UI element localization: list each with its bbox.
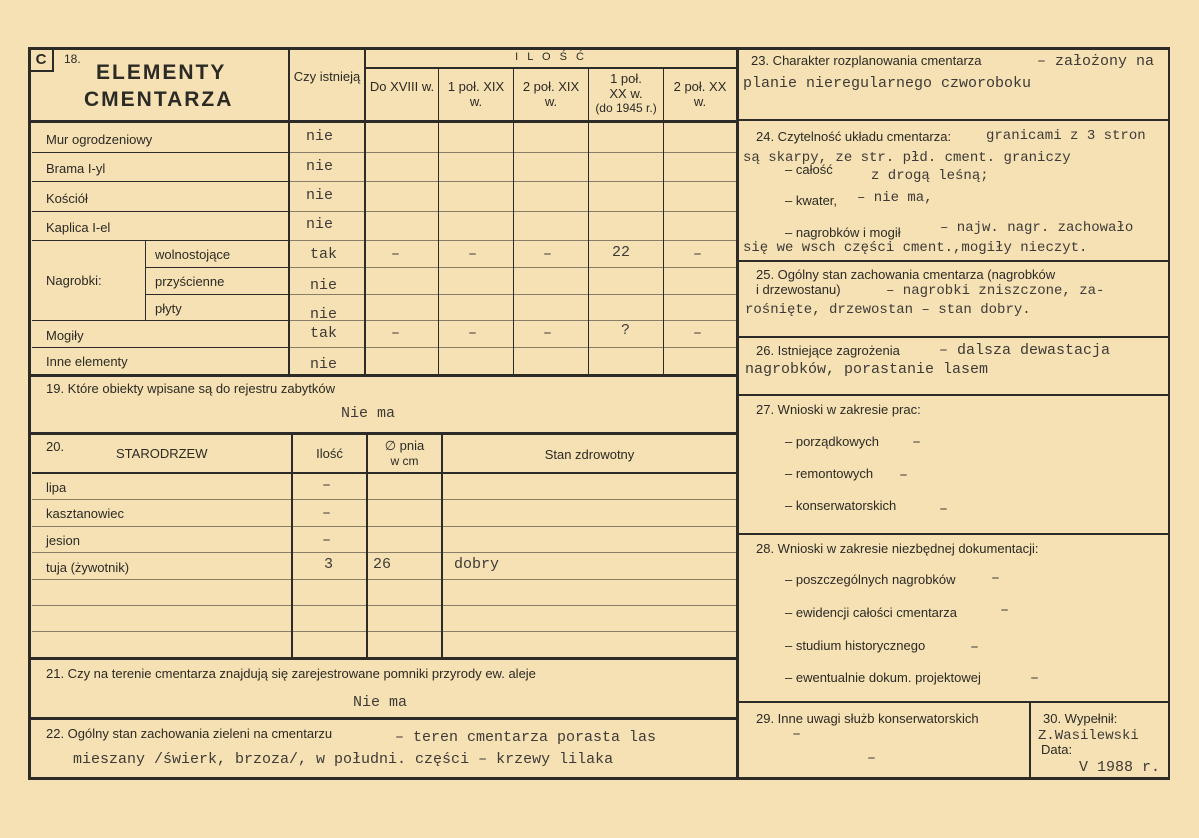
border-top	[28, 47, 1170, 50]
s30-data-label: Data:	[1041, 742, 1073, 757]
col-2-xx: 2 poł. XX w.	[673, 79, 727, 109]
s21-value: Nie ma	[353, 694, 408, 711]
s29-label: 29. Inne uwagi służb konserwatorskich	[756, 711, 979, 726]
line-v	[441, 432, 443, 658]
s27-dash-3: –	[939, 501, 949, 518]
wolno-col2: –	[468, 246, 478, 263]
mogily-col1: –	[391, 325, 401, 342]
row-value-kaplica: nie	[306, 216, 334, 233]
line-v	[291, 432, 293, 658]
s28-dash-2: –	[1000, 602, 1010, 619]
s28-dash-1: –	[991, 570, 1001, 587]
line-h	[28, 717, 736, 720]
line-h	[32, 152, 288, 153]
row-label-inne: Inne elementy	[46, 354, 128, 369]
row-label-plyty: płyty	[155, 301, 182, 316]
wolno-col4: 22	[612, 244, 631, 261]
line-h	[32, 605, 736, 606]
s24-typed-4: – nie ma,	[857, 190, 933, 206]
row-label-brama: Brama I-yl	[46, 161, 106, 176]
s25-label-1: 25. Ogólny stan zachowania cmentarza (nagrobków	[756, 267, 1056, 282]
s24-nagrobkow: – nagrobków i mogił	[785, 225, 901, 240]
s19-value: Nie ma	[341, 405, 396, 422]
s24-typed-1: granicami z 3 stron	[986, 128, 1146, 144]
s20-pnia-b: w cm	[390, 454, 419, 468]
row-value-inne: nie	[310, 356, 338, 373]
mogily-col3: –	[543, 325, 553, 342]
s24-typed-5: – najw. nagr. zachowało	[940, 220, 1134, 236]
s25-label-2: i drzewostanu)	[756, 282, 841, 297]
wolno-col5: –	[693, 246, 703, 263]
line-h	[288, 294, 736, 295]
line-h	[288, 211, 736, 212]
line-h	[736, 533, 1170, 535]
s27-item-porzadkowych: – porządkowych	[785, 434, 879, 449]
line-h	[288, 181, 736, 182]
s20-number: 20.	[46, 439, 65, 454]
title-elementy: ELEMENTY	[96, 61, 227, 84]
col-do-xviii: Do XVIII w.	[369, 79, 435, 94]
tree-name: tuja (żywotnik)	[46, 560, 130, 575]
s28-item-1: – poszczególnych nagrobków	[785, 572, 956, 587]
row-label-wolnostojace: wolnostojące	[155, 247, 231, 262]
s20-starodrzew: STARODRZEW	[116, 446, 208, 461]
line-h	[28, 374, 736, 377]
s26-typed-2: nagrobków, porastanie lasem	[745, 361, 989, 378]
line-h	[32, 211, 288, 212]
row-label-nagrobki: Nagrobki:	[46, 273, 102, 288]
s24-typed-6: się we wsch części cment.,mogiły nieczyt.	[743, 240, 1088, 256]
title-cmentarza: CMENTARZA	[84, 88, 234, 111]
s28-item-3: – studium historycznego	[785, 638, 926, 653]
line-h	[28, 432, 736, 435]
wolno-col1: –	[391, 246, 401, 263]
line-h	[28, 657, 736, 660]
s20-pnia-a: ∅ pnia	[384, 438, 425, 453]
border-right	[1168, 47, 1170, 780]
tree-ilosc: –	[322, 532, 332, 549]
s28-dash-3: –	[970, 639, 980, 656]
s27-dash-1: –	[912, 434, 922, 451]
row-value-mogily: tak	[310, 325, 338, 342]
line-h	[32, 181, 288, 182]
line-h	[32, 347, 288, 348]
s27-item-remontowych: – remontowych	[785, 466, 874, 481]
tree-name: lipa	[46, 480, 67, 495]
line-h	[32, 320, 288, 321]
line-v	[438, 67, 439, 376]
col-2-xix: 2 poł. XIX w.	[522, 79, 580, 109]
s22-label: 22. Ogólny stan zachowania zieleni na cmentarzu	[46, 726, 333, 741]
s24-label: 24. Czytelność układu cmentarza:	[756, 129, 952, 144]
mogily-col4: ?	[621, 322, 631, 339]
s26-label: 26. Istniejące zagrożenia	[756, 343, 900, 358]
s19-label: 19. Które obiekty wpisane są do rejestru zabytków	[46, 381, 336, 396]
tree-pnia: 26	[373, 556, 392, 573]
s26-typed-1: – dalsza dewastacja	[939, 342, 1111, 359]
row-label-kaplica: Kaplica I-el	[46, 220, 111, 235]
row-value-przyscienne: nie	[310, 277, 338, 294]
line-h	[364, 67, 736, 69]
s29-dash-2: –	[867, 750, 877, 767]
s28-label: 28. Wnioski w zakresie niezbędnej dokumentacji:	[756, 541, 1039, 556]
wolno-col3: –	[543, 246, 553, 263]
mogily-col5: –	[693, 325, 703, 342]
line-h	[288, 240, 736, 241]
row-label-kosciol: Kościół	[46, 191, 88, 206]
s22-value-1: – teren cmentarza porasta las	[395, 729, 657, 746]
s29-dash-1: –	[792, 726, 802, 743]
s25-typed-2: rośnięte, drzewostan – stan dobry.	[745, 302, 1031, 318]
line-h	[736, 260, 1170, 262]
s27-label: 27. Wnioski w zakresie prac:	[756, 402, 921, 417]
s25-typed-1: – nagrobki zniszczone, za-	[886, 283, 1105, 299]
line-h	[32, 472, 736, 474]
border-left	[28, 47, 31, 780]
line-h	[32, 631, 736, 632]
row-value-kosciol: nie	[306, 187, 334, 204]
line-h	[32, 552, 736, 553]
tree-stan: dobry	[454, 556, 500, 573]
line-h	[32, 526, 736, 527]
tree-ilosc: 3	[324, 556, 334, 573]
s20-ilosc-header: Ilość	[316, 446, 343, 461]
row-label-przyscienne: przyścienne	[155, 274, 225, 289]
line-h	[288, 267, 736, 268]
line-v	[513, 67, 514, 376]
line-h	[288, 320, 736, 321]
row-value-mur: nie	[306, 128, 334, 145]
s28-item-4: – ewentualnie dokum. projektowej	[785, 670, 981, 685]
row-value-brama: nie	[306, 158, 334, 175]
s22-value-2: mieszany /świerk, brzoza/, w południ. części – krzewy lilaka	[73, 751, 614, 768]
divider-main	[736, 47, 739, 780]
s28-dash-4: –	[1030, 670, 1040, 687]
line-h	[146, 267, 288, 268]
s27-item-konserwatorskich: – konserwatorskich	[785, 498, 897, 513]
line-h	[32, 579, 736, 580]
s30-date: V 1988 r.	[1079, 759, 1161, 776]
row-value-plyty: nie	[310, 306, 338, 323]
s24-calosc: – całość	[785, 162, 833, 177]
s21-label: 21. Czy na terenie cmentarza znajdują się zarejestrowane pomniki przyrody ew. aleje	[46, 666, 536, 681]
border-bottom	[28, 777, 1170, 780]
s30-label: 30. Wypełnił:	[1043, 711, 1118, 726]
line-v	[145, 240, 146, 320]
section-18-number: 18.	[64, 52, 81, 66]
s27-dash-2: –	[899, 467, 909, 484]
col-1-xx-a: 1 poł.	[610, 71, 642, 86]
row-label-mogily: Mogiły	[46, 328, 84, 343]
s23-label: 23. Charakter rozplanowania cmentarza	[751, 53, 982, 68]
col-1-xx-c: (do 1945 r.)	[595, 101, 657, 115]
line-h	[288, 347, 736, 348]
line-h	[736, 336, 1170, 338]
line-h	[736, 119, 1170, 121]
ilosc-header: I L O Ś Ć	[515, 51, 587, 63]
tree-name: kasztanowiec	[46, 506, 125, 521]
row-value-wolnostojace: tak	[310, 246, 338, 263]
line-h	[32, 499, 736, 500]
col-1-xx-b: XX w.	[609, 86, 643, 101]
line-h	[32, 240, 288, 241]
row-label-mur: Mur ogrodzeniowy	[46, 132, 153, 147]
s24-typed-3: z drogą leśną;	[871, 168, 989, 184]
s30-name: Z.Wasilewski	[1038, 728, 1139, 744]
s24-typed-2: są skarpy, ze str. płd. cment. graniczy	[743, 150, 1071, 166]
s24-kwater: – kwater,	[785, 193, 838, 208]
s23-value-1: – założony na	[1037, 53, 1155, 70]
line-h	[736, 394, 1170, 396]
line-h	[28, 120, 736, 123]
line-h	[146, 294, 288, 295]
czy-istnieja-header: Czy istnieją	[293, 69, 361, 84]
c-box-label: C	[35, 51, 47, 68]
line-h	[288, 152, 736, 153]
tree-ilosc: –	[322, 505, 332, 522]
s23-value-2: planie nieregularnego czworoboku	[743, 75, 1032, 92]
col-1-xix: 1 poł. XIX w.	[447, 79, 505, 109]
tree-ilosc: –	[322, 477, 332, 494]
mogily-col2: –	[468, 325, 478, 342]
s28-item-2: – ewidencji całości cmentarza	[785, 605, 957, 620]
s20-stan-header: Stan zdrowotny	[544, 447, 635, 462]
line-v	[1029, 701, 1031, 780]
line-h	[736, 701, 1170, 703]
tree-name: jesion	[46, 533, 80, 548]
